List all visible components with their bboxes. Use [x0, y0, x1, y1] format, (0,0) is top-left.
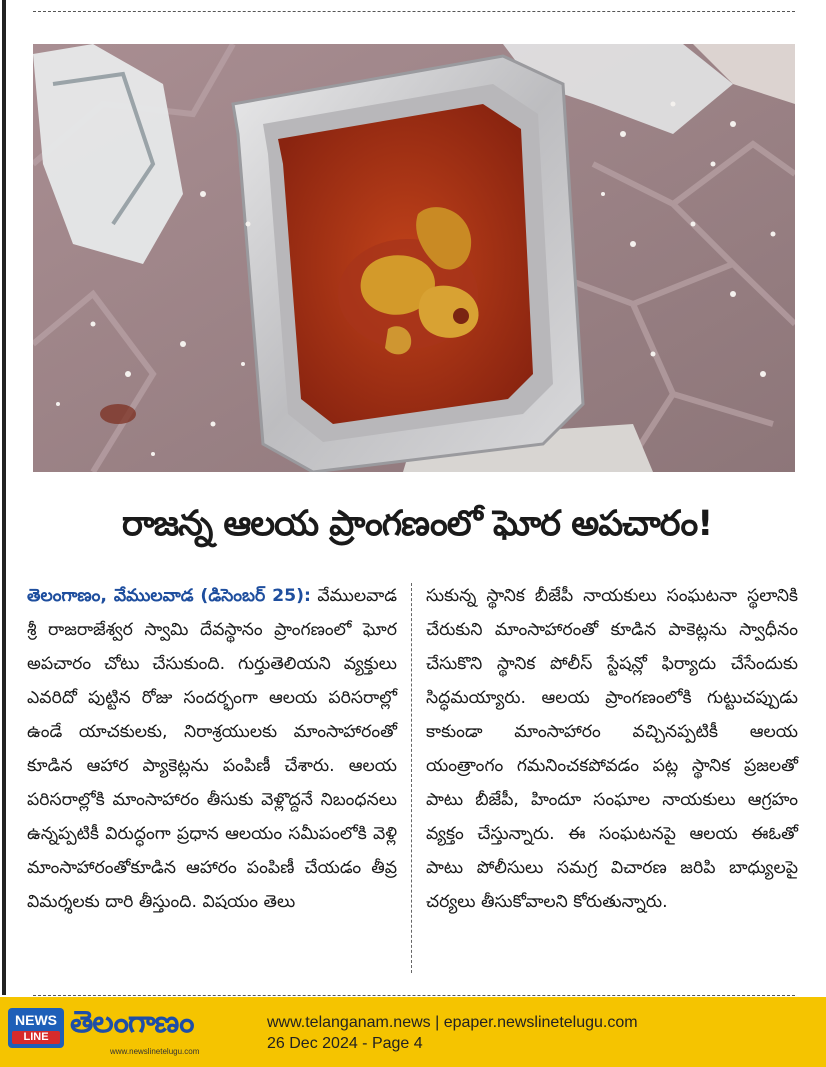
top-divider: [33, 11, 795, 12]
photo-food-tray: [33, 44, 795, 472]
brand-name: తెలంగాణం: [70, 1005, 194, 1040]
article-column-right: [426, 579, 798, 919]
brand-url: www.newslinetelugu.com: [110, 1047, 200, 1056]
dateline: తెలంగాణం, వేములవాడ (డిసెంబర్ 25):: [27, 586, 311, 606]
footer: [0, 997, 826, 1067]
logo-text-news: NEWS: [15, 1012, 57, 1028]
article-body-right: సుకున్న స్థానిక బీజేపీ నాయకులు సంఘటనా స్థలానికి చేరుకుని మాంసాహారంతో కూడిన పాకెట్లను స్వాధీనం చేసుకొని స్థానిక పోలీస్ స్టేషన్లో ఫిర్యాదు చేసేందుకు సిద్ధమయ్యారు. ఆలయ ప్రాంగణంలోకి గుట్టుచప్పుడు కాకుండా మాంసాహారం వచ్చినప్పటికీ ఆలయ యంత్రాంగం గమనించకపోవడం పట్ల స్థానిక ప్రజలతో పాటు బీజేపీ, హిందూ సంఘాల నాయకులు ఆగ్రహం వ్యక్తం చేస్తున్నారు. ఈ సంఘటనపై ఆలయ ఈఓతో పాటు పోలీసులు సమగ్ర విచారణ జరిపి బాధ్యులపై చర్యలు తీసుకోవాలని కోరుతున్నారు.: [426, 586, 798, 912]
logo-text-line: LINE: [12, 1031, 60, 1044]
bottom-divider: [33, 995, 795, 996]
page-left-rule: [2, 0, 6, 995]
article-body-left: వేములవాడ శ్రీ రాజరాజేశ్వర స్వామి దేవస్థానం ప్రాంగణంలో ఘోర అపచారం చోటు చేసుకుంది. గుర్తుతెలియని వ్యక్తులు ఎవరిదో పుట్టిన రోజు సందర్భంగా ఆలయ పరిసరాల్లో ఉండే యాచకులకు, నిరాశ్రయులకు మాంసాహారంతో కూడిన ఆహార ప్యాకెట్లను పంపిణీ చేశారు. ఆలయ పరిసరాల్లోకి మాంసాహారం తీసుకు వెళ్లొద్దనే నిబంధనలు ఉన్నప్పటికీ విరుద్ధంగా ప్రధాన ఆలయం సమీపంలోకి వెళ్లి మాంసాహారంతోకూడిన ఆహారం పంపిణీ చేయడం తీవ్ర విమర్శలకు దారి తీస్తుంది. విషయం తెలు: [27, 586, 398, 912]
footer-sites: www.telanganam.news | epaper.newslinetelugu.com: [267, 1014, 638, 1031]
column-divider: [411, 583, 412, 973]
headline: రాజన్న ఆలయ ప్రాంగణంలో ఘోర అపచారం!: [121, 504, 713, 544]
newsline-logo: [8, 1008, 64, 1048]
article-photo: [33, 44, 795, 472]
footer-date-page: 26 Dec 2024 - Page 4: [267, 1035, 423, 1052]
article-column-left: [27, 579, 397, 919]
